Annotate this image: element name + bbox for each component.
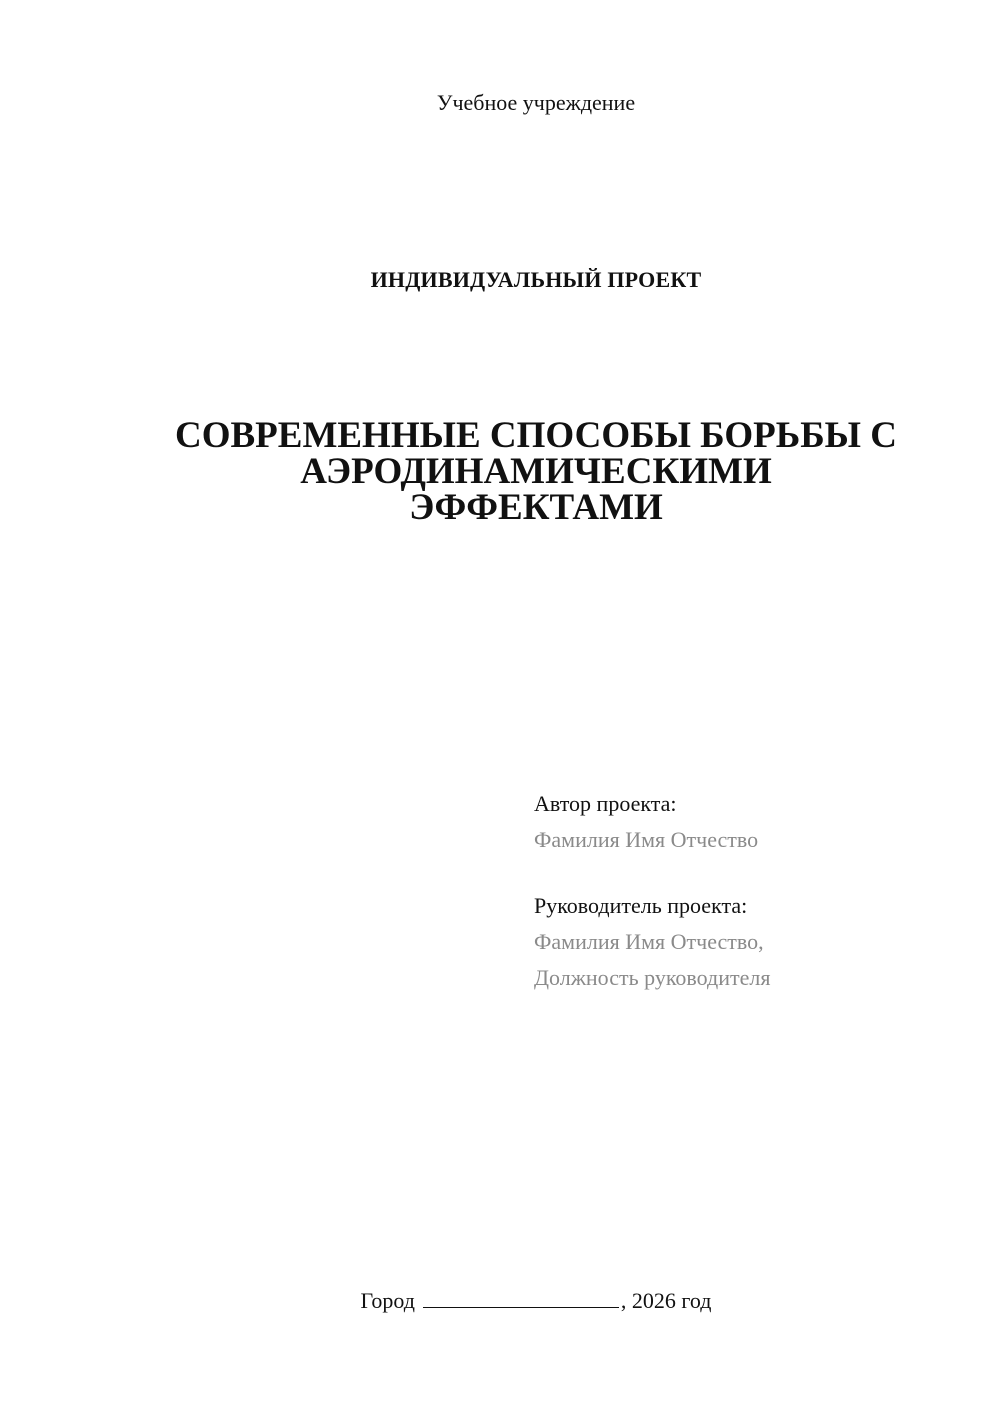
year-text: , 2026 год [620, 1288, 712, 1313]
city-blank-line [423, 1289, 619, 1308]
author-label: Автор проекта: [534, 791, 677, 816]
project-type-heading: ИНДИВИДУАЛЬНЫЙ ПРОЕКТ [370, 267, 702, 292]
project-title-line-2: АЭРОДИНАМИЧЕСКИМИ [300, 451, 772, 492]
supervisor-position: Должность руководителя [534, 965, 771, 990]
project-title-line-3: ЭФФЕКТАМИ [409, 487, 663, 528]
author-name: Фамилия Имя Отчество [534, 827, 759, 852]
credits-spacer [534, 858, 770, 888]
supervisor-label: Руководитель проекта: [534, 893, 748, 918]
supervisor-name: Фамилия Имя Отчество, [534, 929, 764, 954]
institution-name: Учебное учреждение [436, 90, 636, 115]
project-title-line-1: СОВРЕМЕННЫЕ СПОСОБЫ БОРЬБЫ С [175, 415, 897, 456]
project-title [0, 415, 1000, 528]
city-year-line [0, 1288, 1000, 1314]
city-label: Город [360, 1288, 415, 1313]
credits-block [534, 786, 770, 996]
